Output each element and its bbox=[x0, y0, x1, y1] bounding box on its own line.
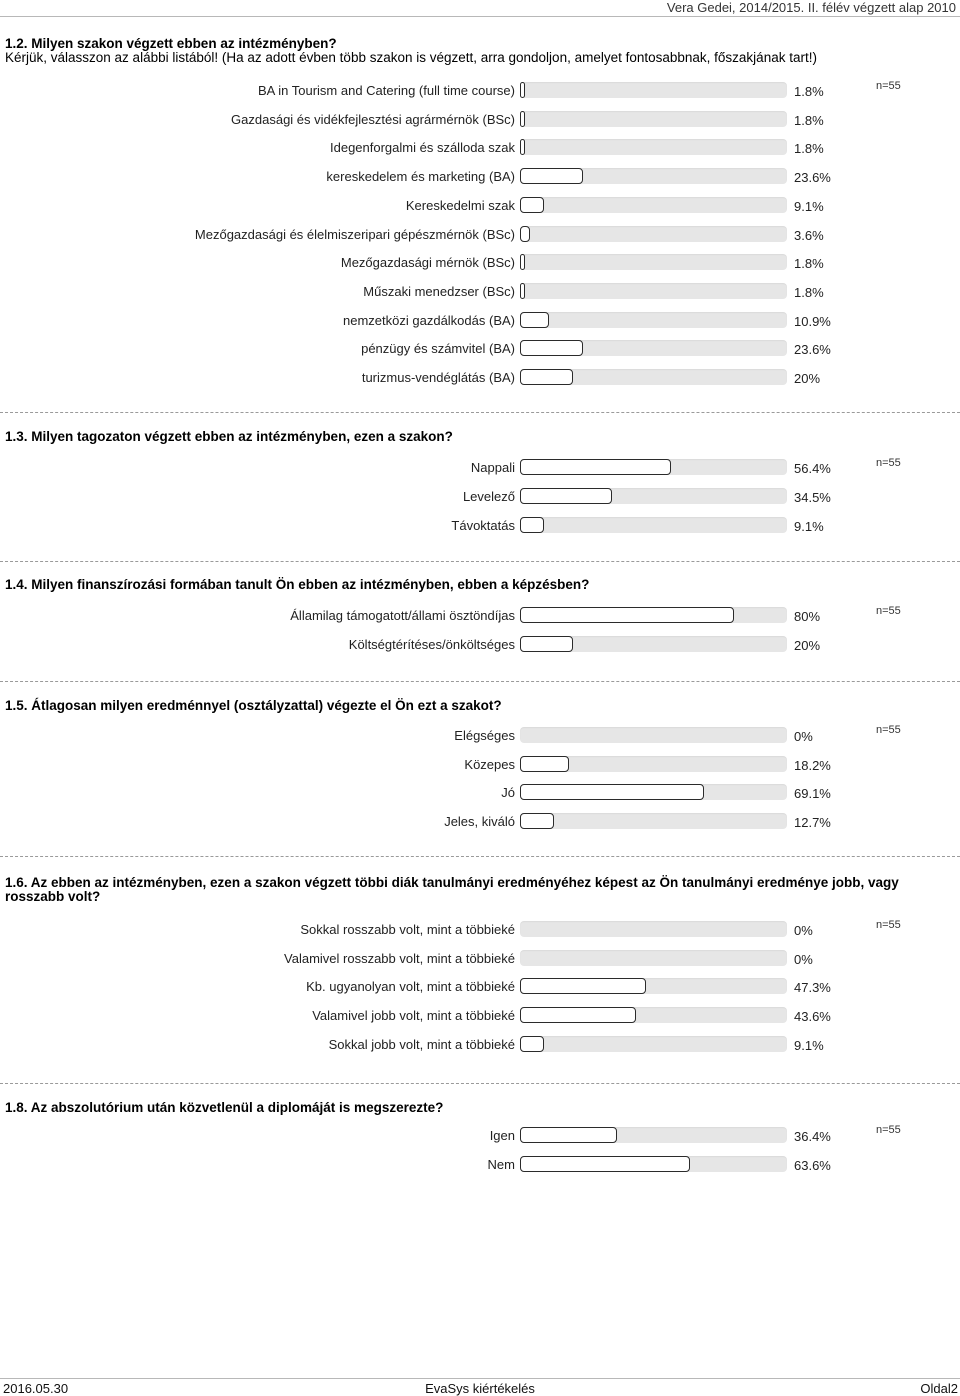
answer-label: Kb. ugyanolyan volt, mint a többieké bbox=[306, 979, 515, 995]
bar-fill bbox=[520, 283, 525, 299]
answer-row bbox=[0, 726, 960, 748]
bar-track bbox=[520, 312, 787, 328]
percent-value: 69.1% bbox=[794, 786, 831, 802]
answer-label: Idegenforgalmi és szálloda szak bbox=[330, 140, 515, 156]
answer-label: kereskedelem és marketing (BA) bbox=[326, 169, 515, 185]
bar-fill bbox=[520, 312, 549, 328]
percent-value: 63.6% bbox=[794, 1157, 831, 1173]
answer-row bbox=[0, 339, 960, 361]
percent-value: 12.7% bbox=[794, 815, 831, 831]
bar-fill bbox=[520, 488, 612, 504]
header-rule bbox=[0, 16, 960, 17]
answer-row bbox=[0, 282, 960, 304]
answer-label: Elégséges bbox=[454, 728, 515, 743]
bar-track bbox=[520, 168, 787, 184]
bar-fill bbox=[520, 369, 573, 385]
percent-value: 56.4% bbox=[794, 461, 831, 476]
answer-row bbox=[0, 812, 960, 834]
section-title: 1.8. Az abszolutórium után közvetlenül a diplomáját is megszerezte? bbox=[5, 1100, 444, 1115]
answer-label: BA in Tourism and Catering (full time course) bbox=[258, 83, 515, 98]
answer-label: Nem bbox=[487, 1156, 515, 1172]
answer-row bbox=[0, 196, 960, 218]
percent-value: 18.2% bbox=[794, 757, 831, 773]
bar-fill bbox=[520, 1127, 617, 1143]
answer-row bbox=[0, 755, 960, 777]
bar-fill bbox=[520, 254, 525, 270]
percent-value: 20% bbox=[794, 638, 821, 653]
answer-label: Valamivel jobb volt, mint a többieké bbox=[312, 1008, 515, 1024]
answer-label: Gazdasági és vidékfejlesztési agrármérnök (BSc) bbox=[231, 111, 515, 127]
bar-track bbox=[520, 1156, 787, 1172]
bar-track bbox=[520, 1127, 787, 1143]
sample-size: n=55 bbox=[876, 724, 901, 736]
bar-fill bbox=[520, 111, 525, 127]
footer-page-number: Oldal2 bbox=[920, 1381, 958, 1396]
answer-row bbox=[0, 1006, 960, 1028]
bar-track bbox=[520, 459, 787, 475]
bar-track bbox=[520, 369, 787, 385]
answer-label: Igen bbox=[489, 1128, 515, 1143]
answer-row bbox=[0, 458, 960, 480]
page-header: Vera Gedei, 2014/2015. II. félév végzett alap 2010 bbox=[666, 0, 956, 15]
answer-label: pénzügy és számvitel (BA) bbox=[361, 341, 515, 357]
answer-row bbox=[0, 1155, 960, 1177]
bar-fill bbox=[520, 607, 734, 623]
answer-label: Sokkal jobb volt, mint a többieké bbox=[328, 1036, 515, 1052]
bar-fill bbox=[520, 459, 671, 475]
section-divider bbox=[0, 681, 960, 682]
percent-value: 1.8% bbox=[794, 141, 824, 157]
answer-label: Valamivel rosszabb volt, mint a többieké bbox=[284, 950, 515, 966]
section-divider bbox=[0, 856, 960, 857]
bar-track bbox=[520, 254, 787, 270]
answer-label: Jeles, kiváló bbox=[444, 814, 515, 830]
answer-label: Levelező bbox=[462, 489, 515, 504]
bar-fill bbox=[520, 978, 646, 994]
answer-row bbox=[0, 253, 960, 275]
percent-value: 0% bbox=[794, 951, 813, 967]
answer-label: Költségtérítéses/önköltséges bbox=[348, 637, 515, 652]
section-divider bbox=[0, 1083, 960, 1084]
sample-size: n=55 bbox=[876, 605, 901, 617]
answer-label: Kereskedelmi szak bbox=[405, 197, 515, 213]
answer-label: Közepes bbox=[464, 756, 515, 772]
bar-fill bbox=[520, 139, 525, 155]
answer-row bbox=[0, 167, 960, 189]
bar-fill bbox=[520, 813, 554, 829]
percent-value: 80% bbox=[794, 609, 821, 624]
bar-fill bbox=[520, 197, 544, 213]
answer-row bbox=[0, 1035, 960, 1057]
percent-value: 1.8% bbox=[794, 256, 824, 272]
answer-label: Sokkal rosszabb volt, mint a többieké bbox=[300, 922, 515, 937]
percent-value: 1.8% bbox=[794, 112, 824, 128]
bar-fill bbox=[520, 1036, 544, 1052]
answer-row bbox=[0, 110, 960, 132]
bar-track bbox=[520, 756, 787, 772]
sample-size: n=55 bbox=[876, 919, 901, 931]
bar-track bbox=[520, 921, 787, 937]
bar-track bbox=[520, 283, 787, 299]
section-title: 1.6. Az ebben az intézményben, ezen a szakon végzett többi diák tanulmányi eredményéhez képest az Ön tanulmányi eredménye jobb, vagy rosszabb volt? bbox=[5, 875, 899, 904]
bar-track bbox=[520, 340, 787, 356]
bar-track bbox=[520, 488, 787, 504]
bar-fill bbox=[520, 1007, 636, 1023]
percent-value: 0% bbox=[794, 729, 813, 744]
answer-label: Államilag támogatott/állami ösztöndíjas bbox=[290, 608, 515, 623]
answer-label: Mezőgazdasági mérnök (BSc) bbox=[340, 255, 515, 271]
answer-row bbox=[0, 783, 960, 805]
answer-label: Távoktatás bbox=[451, 518, 515, 533]
section-title: 1.2. Milyen szakon végzett ebben az intézményben? bbox=[5, 36, 337, 51]
answer-row bbox=[0, 949, 960, 971]
bar-track bbox=[520, 978, 787, 994]
percent-value: 9.1% bbox=[794, 198, 824, 214]
bar-track bbox=[520, 813, 787, 829]
answer-row bbox=[0, 606, 960, 628]
answer-row bbox=[0, 1126, 960, 1148]
answer-row bbox=[0, 977, 960, 999]
section-divider bbox=[0, 412, 960, 413]
bar-track bbox=[520, 1007, 787, 1023]
answer-row bbox=[0, 368, 960, 390]
answer-row bbox=[0, 81, 960, 103]
bar-fill bbox=[520, 82, 525, 98]
percent-value: 34.5% bbox=[794, 490, 831, 505]
answer-label: turizmus-vendéglátás (BA) bbox=[361, 370, 515, 385]
percent-value: 23.6% bbox=[794, 342, 831, 358]
answer-label: Jó bbox=[501, 785, 515, 801]
answer-row bbox=[0, 138, 960, 160]
sample-size: n=55 bbox=[876, 457, 901, 469]
footer-title: EvaSys kiértékelés bbox=[425, 1381, 535, 1396]
section-subtitle: Kérjük, válasszon az alábbi listából! (Ha az adott évben több szakon is végzett, arra gondoljon, amelyet fontosabbnak, főszakjának tart!) bbox=[5, 50, 817, 65]
percent-value: 47.3% bbox=[794, 980, 831, 996]
answer-row bbox=[0, 635, 960, 657]
section-title: 1.5. Átlagosan milyen eredménnyel (osztályzattal) végezte el Ön ezt a szakot? bbox=[5, 698, 502, 713]
percent-value: 1.8% bbox=[794, 284, 824, 300]
answer-label: Műszaki menedzser (BSc) bbox=[363, 283, 515, 299]
answer-row bbox=[0, 487, 960, 509]
answer-label: nemzetközi gazdálkodás (BA) bbox=[343, 312, 515, 328]
footer-date: 2016.05.30 bbox=[3, 1381, 69, 1396]
bar-track bbox=[520, 111, 787, 127]
percent-value: 0% bbox=[794, 923, 813, 938]
bar-track bbox=[520, 517, 787, 533]
bar-fill bbox=[520, 340, 583, 356]
bar-track bbox=[520, 139, 787, 155]
bar-track bbox=[520, 226, 787, 242]
percent-value: 3.6% bbox=[794, 227, 824, 243]
sample-size: n=55 bbox=[876, 80, 901, 92]
sample-size: n=55 bbox=[876, 1124, 901, 1136]
bar-fill bbox=[520, 168, 583, 184]
answer-row bbox=[0, 225, 960, 247]
percent-value: 10.9% bbox=[794, 313, 831, 329]
bar-fill bbox=[520, 636, 573, 652]
percent-value: 9.1% bbox=[794, 519, 824, 534]
bar-fill bbox=[520, 517, 544, 533]
percent-value: 36.4% bbox=[794, 1129, 831, 1144]
page-footer bbox=[0, 1378, 960, 1396]
answer-label: Mezőgazdasági és élelmiszeripari gépészmérnök (BSc) bbox=[194, 226, 515, 242]
answer-row bbox=[0, 920, 960, 942]
bar-track bbox=[520, 607, 787, 623]
bar-track bbox=[520, 1036, 787, 1052]
percent-value: 20% bbox=[794, 371, 821, 386]
percent-value: 9.1% bbox=[794, 1037, 824, 1053]
answer-label: Nappali bbox=[470, 460, 515, 475]
percent-value: 23.6% bbox=[794, 170, 831, 186]
bar-fill bbox=[520, 1156, 690, 1172]
answer-row bbox=[0, 311, 960, 333]
bar-track bbox=[520, 197, 787, 213]
percent-value: 43.6% bbox=[794, 1009, 831, 1025]
section-title: 1.4. Milyen finanszírozási formában tanult Ön ebben az intézményben, ebben a képzésben? bbox=[5, 577, 590, 592]
bar-track bbox=[520, 784, 787, 800]
bar-fill bbox=[520, 784, 704, 800]
section-divider bbox=[0, 561, 960, 562]
bar-track bbox=[520, 950, 787, 966]
bar-track bbox=[520, 727, 787, 743]
bar-fill bbox=[520, 226, 530, 242]
percent-value: 1.8% bbox=[794, 84, 824, 99]
bar-track bbox=[520, 636, 787, 652]
bar-fill bbox=[520, 756, 569, 772]
answer-row bbox=[0, 516, 960, 538]
section-title: 1.3. Milyen tagozaton végzett ebben az intézményben, ezen a szakon? bbox=[5, 429, 453, 444]
bar-track bbox=[520, 82, 787, 98]
